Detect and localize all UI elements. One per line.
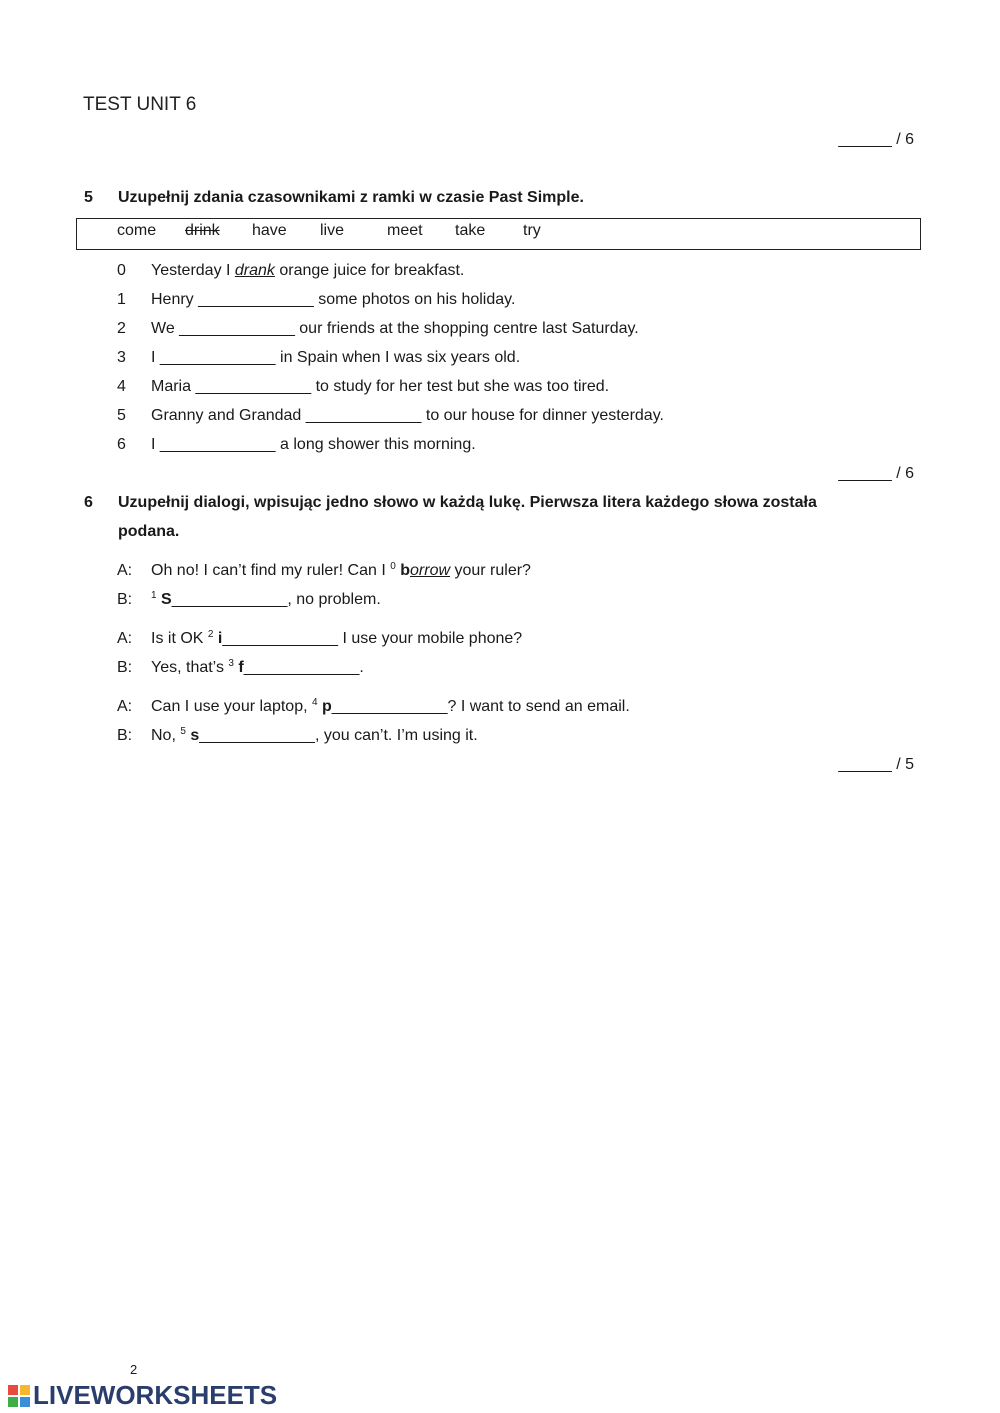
answer-blank[interactable]: _____________ (222, 630, 339, 647)
speaker-label: B: (117, 591, 133, 608)
logo-text: LIVEWORKSHEETS (33, 1380, 278, 1410)
ex5-row-number: 6 (117, 436, 126, 453)
dialogue-line-4[interactable]: Can I use your laptop, $^4$ p_____________? I want to send an email. (151, 697, 630, 715)
word-try: try (523, 222, 541, 239)
word-drink: drink (185, 222, 220, 239)
ex5-example-row: Yesterday I drank orange juice for breakfast. (151, 262, 465, 279)
exercise-5-instruction: Uzupełnij zdania czasownikami z ramki w czasie Past Simple. (118, 189, 584, 206)
score-line-3: ______ / 5 (838, 756, 914, 773)
dialogue-line-2[interactable]: Is it OK $^2$ i_____________ I use your mobile phone? (151, 629, 523, 647)
word-box (76, 218, 921, 250)
word-come: come (117, 222, 157, 239)
answer-blank[interactable]: _____________ (199, 727, 315, 744)
speaker-label: B: (117, 659, 133, 676)
dialogue-line-5[interactable]: No, $^5$ s_____________, you can’t. I’m using it. (151, 726, 478, 744)
ex5-row-1[interactable]: Henry _____________ some photos on his holiday. (151, 291, 516, 308)
liveworksheets-logo (8, 1380, 277, 1411)
score-line-2: ______ / 6 (838, 465, 914, 482)
ex5-row-2[interactable]: We _____________ our friends at the shopping centre last Saturday. (151, 320, 639, 337)
page-title: TEST UNIT 6 (83, 94, 197, 115)
dialogue-line-1[interactable]: $^1$ S_____________, no problem. (151, 590, 381, 608)
speaker-label: B: (117, 727, 133, 744)
answer-blank[interactable]: _____________ (243, 659, 360, 676)
word-live: live (320, 222, 345, 239)
ex5-row-number: 1 (117, 291, 126, 308)
ex5-row-number: 3 (117, 349, 126, 366)
example-answer: orrow (410, 562, 451, 579)
exercise-6-instruction-line1: Uzupełnij dialogi, wpisując jedno słowo w każdą lukę. Pierwsza litera każdego słowa została (118, 494, 817, 511)
dialogue-line-0: Oh no! I can’t find my ruler! Can I $^0$ borrow your ruler? (151, 561, 531, 579)
word-take: take (455, 222, 486, 239)
ex5-row-number: 2 (117, 320, 126, 337)
dialogue-line-3[interactable]: Yes, that’s $^3$ f_____________. (151, 658, 364, 676)
word-have: have (252, 222, 287, 239)
score-line-1: ______ / 6 (838, 131, 914, 148)
speaker-label: A: (117, 698, 133, 715)
ex5-row-number: 5 (117, 407, 126, 424)
speaker-label: A: (117, 630, 133, 647)
ex5-row-number: 0 (117, 262, 126, 279)
speaker-label: A: (117, 562, 133, 579)
exercise-6-number: 6 (84, 494, 93, 511)
exercise-5-number: 5 (84, 189, 93, 206)
ex5-row-3[interactable]: I _____________ in Spain when I was six years old. (151, 349, 521, 366)
ex5-row-number: 4 (117, 378, 126, 395)
logo-icon (8, 1385, 30, 1407)
answer-blank[interactable]: _____________ (171, 591, 288, 608)
answer-blank[interactable]: _____________ (331, 698, 448, 715)
exercise-6-instruction-line2: podana. (118, 523, 180, 540)
page-number: 2 (130, 1362, 138, 1377)
ex5-row-5[interactable]: Granny and Grandad _____________ to our house for dinner yesterday. (151, 407, 664, 424)
word-meet: meet (387, 222, 423, 239)
example-answer: drank (234, 262, 275, 279)
ex5-row-6[interactable]: I _____________ a long shower this morning. (151, 436, 476, 453)
ex5-row-4[interactable]: Maria _____________ to study for her test but she was too tired. (151, 378, 610, 395)
